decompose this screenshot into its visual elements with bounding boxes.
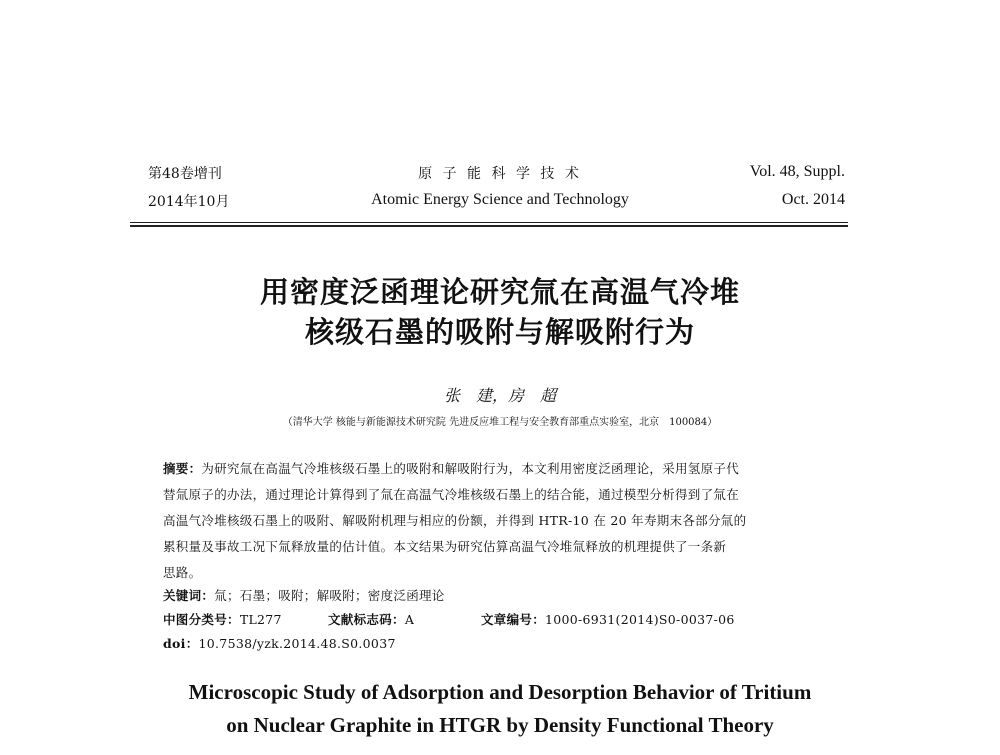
- volume-cn: 第48卷增刊: [148, 166, 222, 182]
- keywords: [163, 586, 833, 604]
- header-rule-thick: [130, 225, 848, 227]
- article-no-value: 1000-6931(2014)S0-0037-06: [545, 612, 735, 627]
- date-en: Oct. 2014: [781, 191, 845, 208]
- journal-name-en: Atomic Energy Science and Technology: [371, 191, 629, 208]
- title-cn-line-2: 核级石墨的吸附与解吸附行为: [304, 315, 695, 349]
- article-no-label: 文章编号：: [481, 612, 546, 627]
- abstract-line: 高温气冷堆核级石墨上的吸附、解吸附机理与相应的份额，并得到 HTR-10 在 20 年寿期末各部分氚的: [163, 513, 747, 528]
- header-rule-thin: [130, 222, 848, 223]
- abstract-line: 累积量及事故工况下氚释放量的估计值。本文结果为研究估算高温气冷堆氚释放的机理提供了一条新: [163, 539, 727, 554]
- title-cn-line-1: 用密度泛函理论研究氚在高温气冷堆: [259, 275, 740, 309]
- abstract-line: 替氚原子的办法，通过理论计算得到了氚在高温气冷堆核级石墨上的结合能，通过模型分析得到了氚在: [163, 487, 740, 502]
- date-cn: 2014年10月: [148, 194, 230, 210]
- abstract-line: 为研究氚在高温气冷堆核级石墨上的吸附和解吸附行为，本文利用密度泛函理论，采用氢原子代: [201, 461, 740, 476]
- volume-en: Vol. 48, Suppl.: [749, 163, 845, 180]
- keywords-value: 氚；石墨；吸附；解吸附；密度泛函理论: [214, 588, 445, 603]
- doi-value: 10.7538/yzk.2014.48.S0.0037: [198, 636, 396, 651]
- abstract-label: 摘要：: [163, 461, 202, 476]
- title-en-line-1: Microscopic Study of Adsorption and Desorption Behavior of Tritium: [188, 680, 812, 704]
- doi-label: doi：: [163, 636, 199, 651]
- classification: [163, 610, 833, 628]
- doc-code-label: 文献标志码：: [328, 612, 405, 627]
- authors: 张 建，房 超: [443, 386, 556, 405]
- clc-value: TL277: [239, 612, 282, 627]
- journal-name-cn: 原 子 能 科 学 技 术: [418, 166, 582, 182]
- abstract-line: 思路。: [163, 565, 202, 580]
- title-en-line-2: on Nuclear Graphite in HTGR by Density Functional Theory: [226, 713, 774, 737]
- clc-label: 中图分类号：: [163, 612, 240, 627]
- doi: [163, 634, 833, 652]
- affiliation: （清华大学 核能与新能源技术研究院 先进反应堆工程与安全教育部重点实验室，北京 100084）: [282, 417, 718, 428]
- keywords-label: 关键词：: [163, 588, 215, 603]
- doc-code-value: A: [404, 612, 415, 627]
